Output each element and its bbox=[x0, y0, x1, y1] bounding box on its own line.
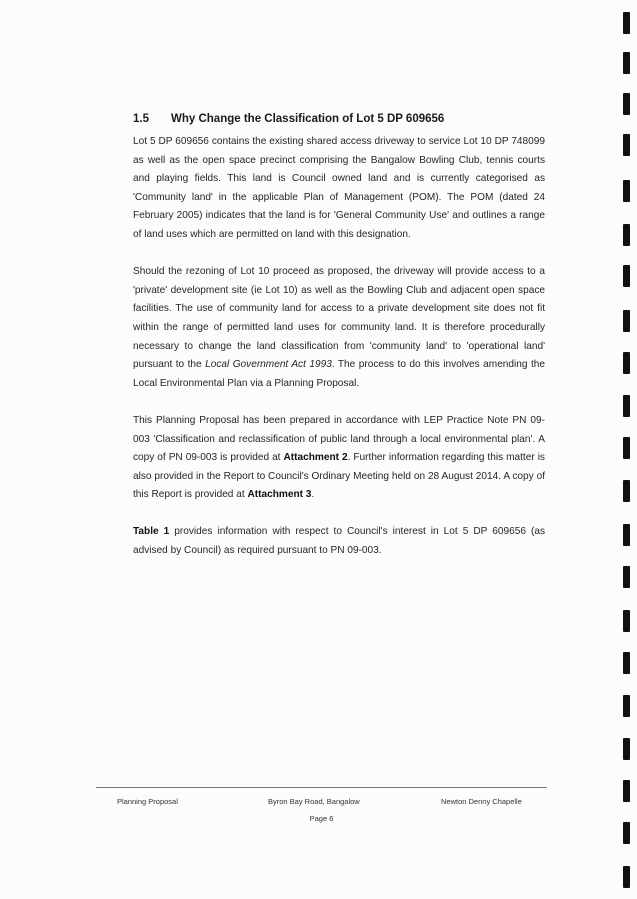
scan-mark bbox=[623, 738, 630, 760]
scan-mark bbox=[623, 52, 630, 74]
section-number: 1.5 bbox=[133, 113, 149, 125]
section-heading bbox=[133, 113, 444, 125]
scan-mark bbox=[623, 822, 630, 844]
table-reference: Table 1 bbox=[133, 526, 170, 538]
section-title: Why Change the Classification of Lot 5 DP 609656 bbox=[171, 113, 445, 125]
page-number: Page 6 bbox=[309, 814, 334, 823]
footer-right: Newton Denny Chapelle bbox=[441, 797, 522, 806]
scan-mark bbox=[623, 180, 630, 202]
paragraph-text: Should the rezoning of Lot 10 proceed as proposed, the driveway will provide access to a 'private' development site (ie Lot 10) as well as the Bowling Club and adjacent open space facilities. The use of community land for access to a private development site does not fit within the range of permitted land uses for community land. It is therefore procedurally necessary to change the land classification from 'community land' to 'operational land' pursuant to the bbox=[133, 266, 545, 371]
paragraph-text: . bbox=[311, 489, 315, 501]
scan-mark bbox=[623, 524, 630, 546]
footer-center: Byron Bay Road, Bangalow bbox=[268, 797, 360, 806]
attachment-reference: Attachment 2 bbox=[283, 452, 348, 464]
paragraph-text: This Planning Proposal has been prepared in accordance with LEP Practice Note PN 09-003 'Classification and reclassification of public land through a local environmental plan'. A copy of PN 09-003 is provided at bbox=[133, 414, 545, 464]
paragraph-text: Lot 5 DP 609656 contains the existing shared access driveway to service Lot 10 DP 748099 as well as the open space precinct comprising the Bangalow Bowling Club, tennis courts and playing fields. This land is Council owned land and is currently categorised as 'Community land' in the applicable Plan of Management (POM). The POM (dated 24 February 2005) indicates that the land is for 'General Community Use' and outlines a range of land uses which are permitted on land with this designation. bbox=[133, 136, 545, 240]
scan-mark bbox=[623, 866, 630, 888]
paragraph bbox=[133, 412, 545, 505]
scan-mark bbox=[623, 310, 630, 332]
footer bbox=[96, 797, 547, 811]
footer-divider bbox=[96, 787, 547, 788]
scan-mark bbox=[623, 352, 630, 374]
scan-mark bbox=[623, 395, 630, 417]
scan-mark bbox=[623, 134, 630, 156]
scan-mark bbox=[623, 265, 630, 287]
act-title: Local Government Act 1993 bbox=[205, 359, 332, 371]
scan-mark bbox=[623, 93, 630, 115]
scan-mark bbox=[623, 652, 630, 674]
footer-left: Planning Proposal bbox=[117, 797, 178, 806]
paragraph-text: . Further information regarding this matter is also provided in the Report to Council's Ordinary Meeting held on 28 August 2014. A copy of this Report is provided at bbox=[133, 452, 545, 501]
scan-mark bbox=[623, 566, 630, 588]
attachment-reference: Attachment 3 bbox=[247, 489, 312, 501]
scan-mark bbox=[623, 610, 630, 632]
paragraph-text: . The process to do this involves amending the Local Environmental Plan via a Planning Proposal. bbox=[133, 359, 545, 389]
scan-mark bbox=[623, 224, 630, 246]
scan-mark bbox=[623, 480, 630, 502]
scan-edge-marks bbox=[623, 0, 631, 899]
scan-mark bbox=[623, 437, 630, 459]
scan-mark bbox=[623, 12, 630, 34]
paragraph-text: provides information with respect to Council's interest in Lot 5 DP 609656 (as advised by Council) as required pursuant to PN 09-003. bbox=[133, 526, 545, 557]
scan-mark bbox=[623, 780, 630, 802]
paragraph bbox=[133, 263, 545, 393]
scan-mark bbox=[623, 695, 630, 717]
paragraph bbox=[133, 523, 545, 560]
body-text bbox=[133, 133, 545, 579]
paragraph bbox=[133, 133, 545, 245]
